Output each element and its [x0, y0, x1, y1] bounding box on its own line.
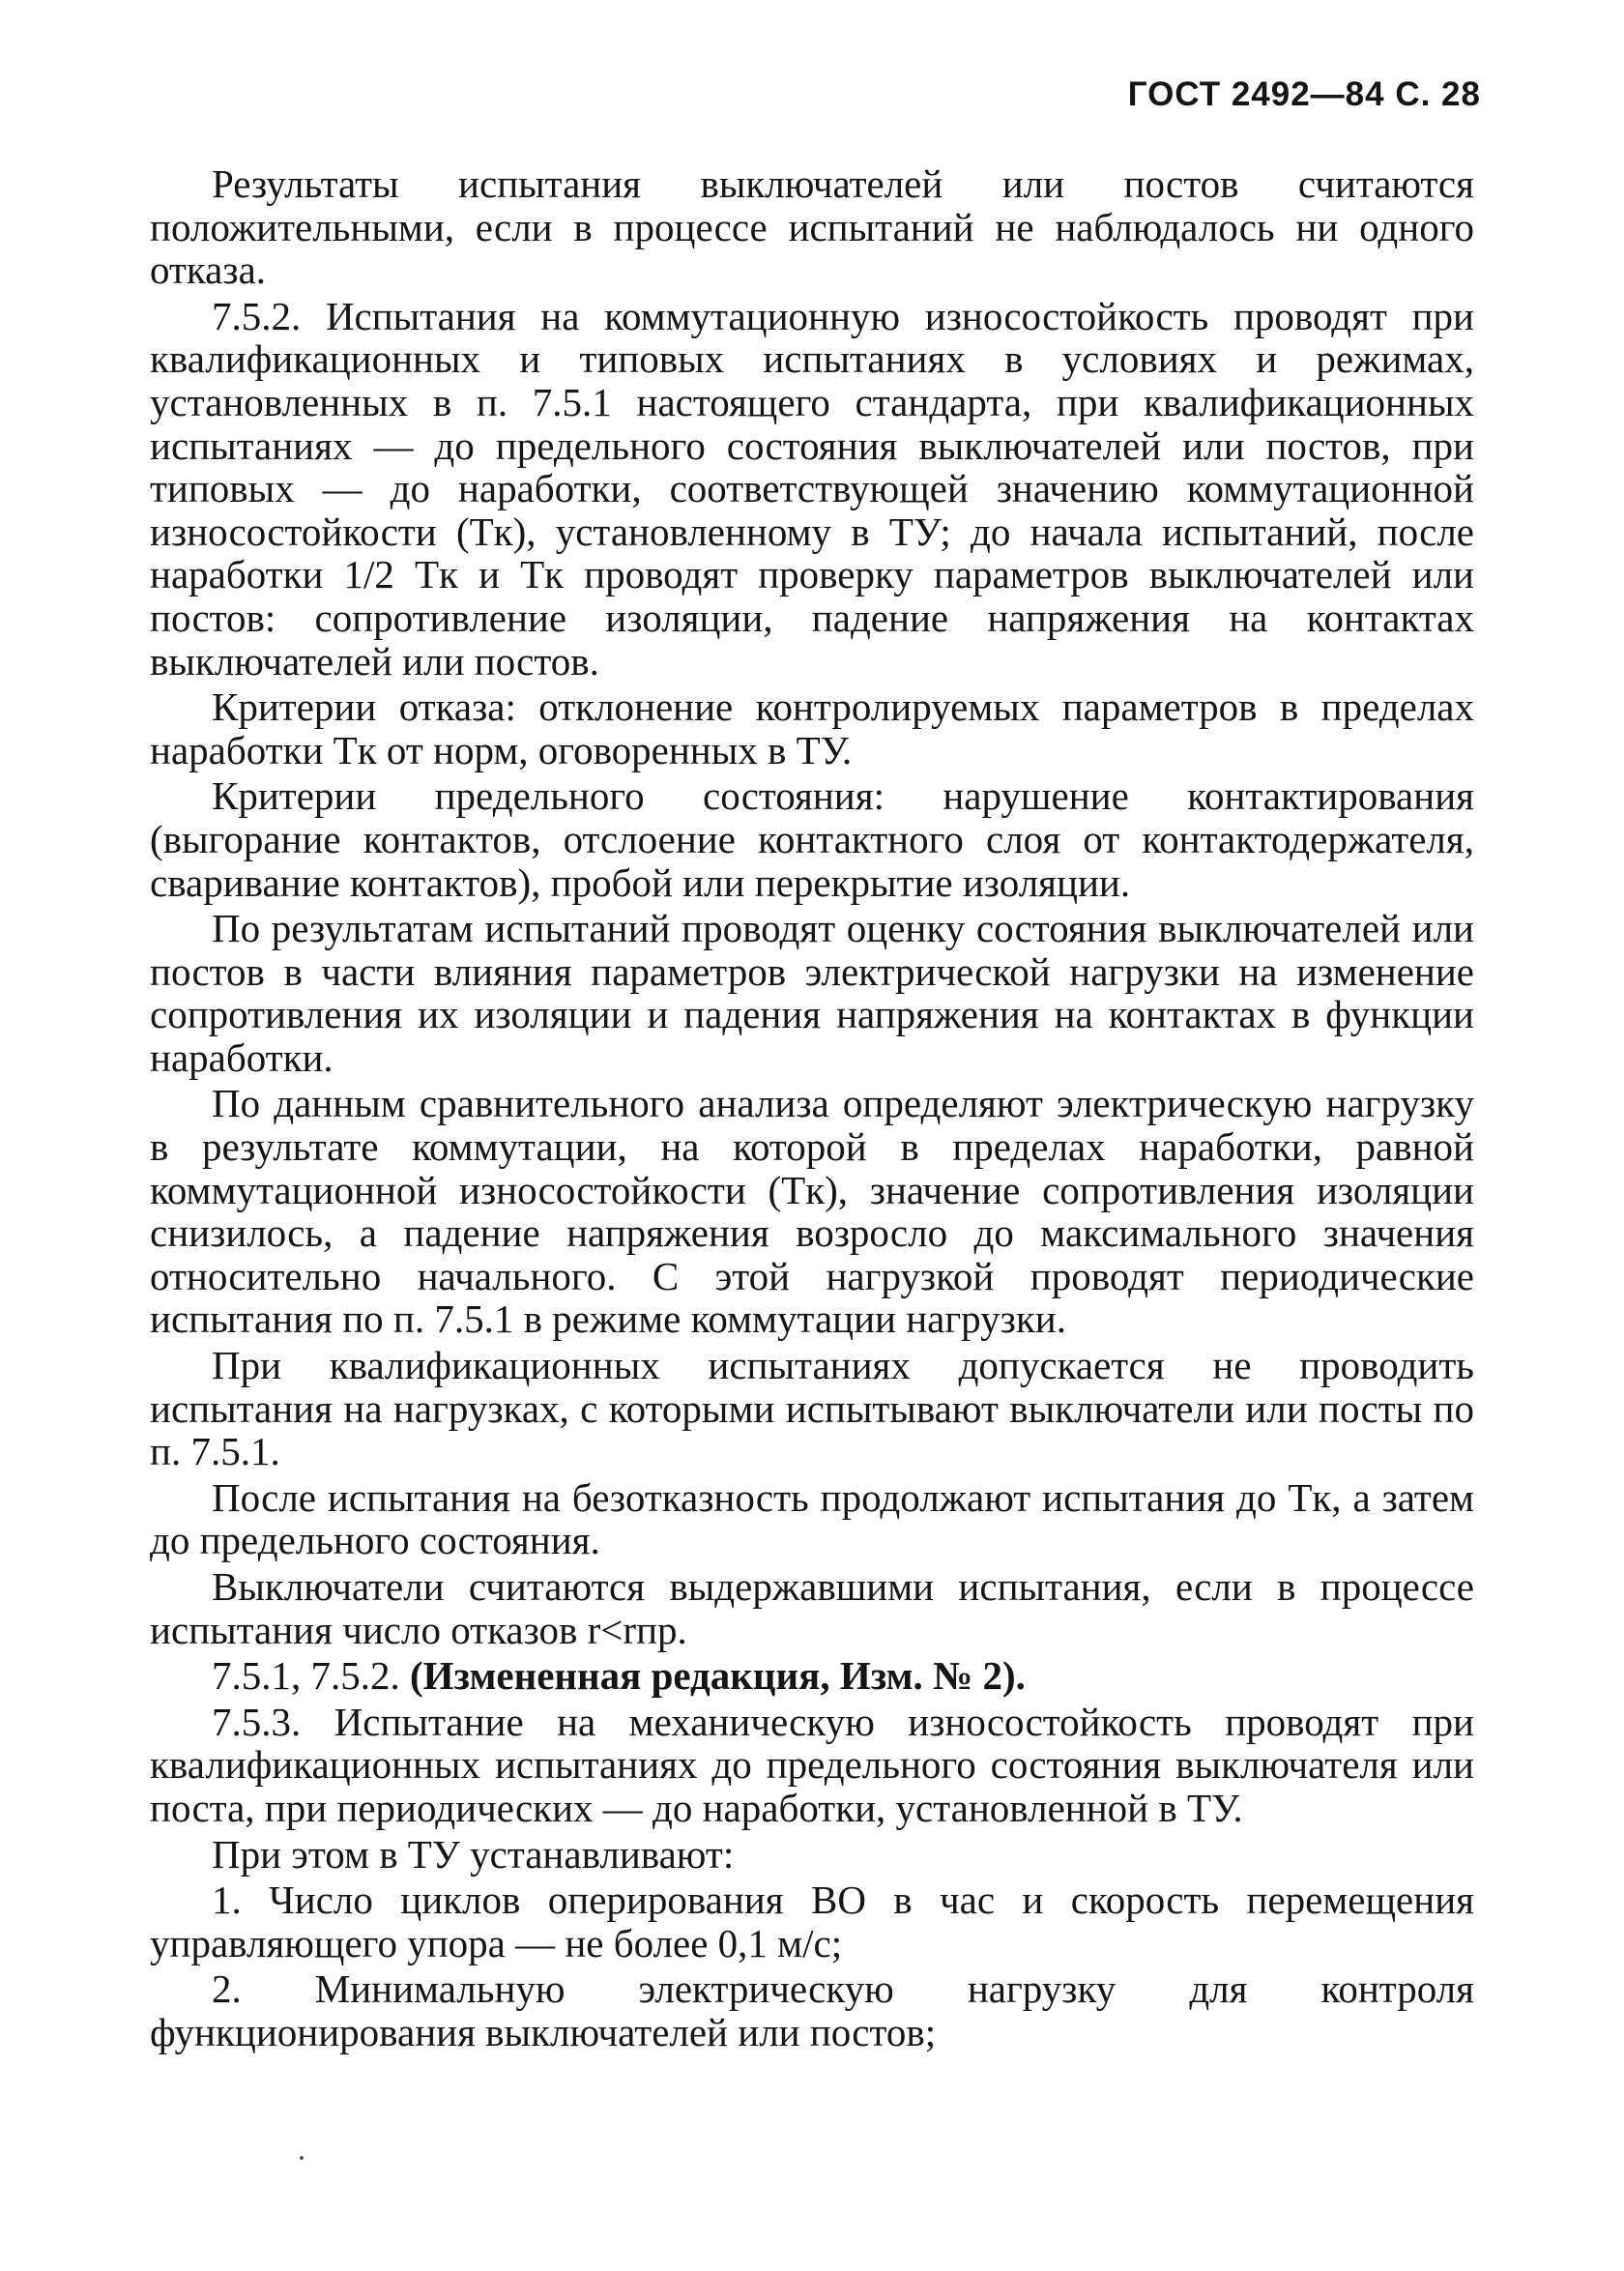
paragraph-after-reliability-test: После испытания на безотказность продолжают испытания до Tк, а затем до предельного состояния.: [150, 1474, 1474, 1563]
paragraph-tu-establish: При этом в ТУ устанавливают:: [212, 1831, 735, 1877]
paragraph-comparative-analysis: По данным сравнительного анализа определяют электрическую нагрузку в результате коммутации, на которой в пределах наработки, равной коммутационной износостойкости (Tк), значение сопротивления изоляции снизилось, а падение напряжения возросло до максимального значения относительно начального. С этой нагрузкой проводят периодические испытания по п. 7.5.1 в режиме коммутации нагрузки.: [150, 1081, 1474, 1342]
document-body: [150, 162, 1474, 2054]
list-item-2: 2. Минимальную электрическую нагрузку для контроля функционирования выключателей или постов;: [150, 1966, 1474, 2054]
paragraph-7-5-3: 7.5.3. Испытание на механическую износостойкость проводят при квалификационных испытаниях до предельного состояния выключателя или поста, при периодических — до наработки, установленной в ТУ.: [150, 1699, 1474, 1830]
paragraph-7-5-2: 7.5.2. Испытания на коммутационную износостойкость проводят при квалификационных и типовых испытаниях в условиях и режимах, установленных в п. 7.5.1 настоящего стандарта, при квалификационных испытаниях — до предельного состояния выключателей или постов, при типовых — до наработки, соответствующей значению коммутационной износостойкости (Tк), установленному в ТУ; до начала испытаний, после наработки 1/2 Tк и Tк проводят проверку параметров выключателей или постов: сопротивление изоляции, падение напряжения на контактах выключателей или постов.: [150, 293, 1474, 684]
amendment-prefix: 7.5.1, 7.5.2.: [212, 1653, 410, 1699]
list-item-1: 1. Число циклов оперирования ВО в час и скорость перемещения управляющего упора — не более 0,1 м/с;: [150, 1878, 1474, 1965]
paragraph-failure-criteria: Критерии отказа: отклонение контролируемых параметров в пределах наработки Tк от норм, оговоренных в ТУ.: [150, 684, 1474, 772]
paragraph-pass-condition: Выключатели считаются выдержавшими испытания, если в процессе испытания число отказов r<rпр.: [150, 1564, 1474, 1652]
amendment-bold: (Измененная редакция, Изм. № 2).: [410, 1653, 1026, 1699]
scan-speck: [300, 2156, 304, 2160]
paragraph-amendment-note: [150, 1654, 1474, 1698]
page-header: ГОСТ 2492—84 С. 28: [1127, 75, 1481, 113]
paragraph-qualification-tests: При квалификационных испытаниях допускается не проводить испытания на нагрузках, с которыми испытывают выключатели или посты по п. 7.5.1.: [150, 1343, 1474, 1474]
paragraph-test-results-evaluation: По результатам испытаний проводят оценку состояния выключателей или постов в части влияния параметров электрической нагрузки на изменение сопротивления их изоляции и падения напряжения на контактах в функции наработки.: [150, 906, 1474, 1080]
paragraph-results: Результаты испытания выключателей или постов считаются положительными, если в процессе испытаний не наблюдалось ни одного отказа.: [150, 161, 1474, 293]
paragraph-limit-state-criteria: Критерии предельного состояния: нарушение контактирования (выгорание контактов, отслоение контактного слоя от контактодержателя, сваривание контактов), пробой или перекрытие изоляции.: [150, 773, 1474, 905]
